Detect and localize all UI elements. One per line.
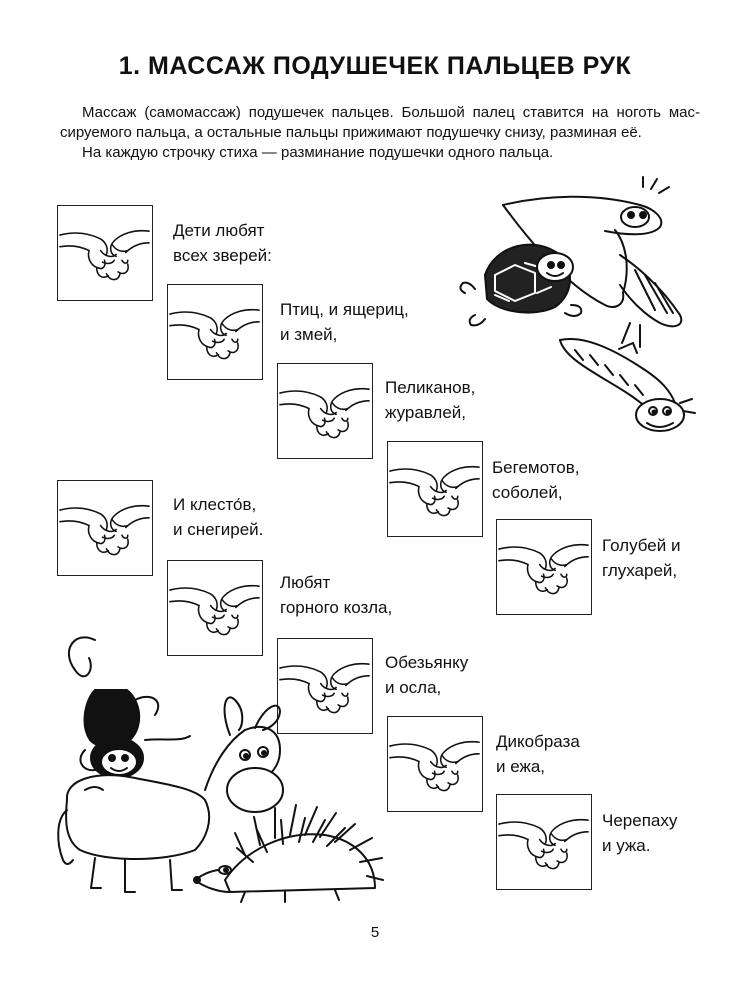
verse-line: журавлей,	[385, 403, 467, 422]
verse-10	[602, 808, 677, 858]
verse-5	[602, 533, 680, 583]
verse-line: глухарей,	[602, 561, 678, 580]
hands-icon	[497, 520, 590, 613]
intro-paragraph-1: Массаж (самомассаж) подушечек пальцев. Большой палец ставится на ноготь мас-сируемого пальца, а остальные пальцы прижимают подушечку снизу, разминая её.	[60, 104, 700, 141]
intro-text	[60, 103, 700, 163]
intro-paragraph-2: На каждую строчку стиха — разминание подушечки одного пальца.	[82, 144, 554, 161]
hands-icon	[168, 285, 261, 378]
hands-icon	[278, 364, 371, 457]
monkey-icon	[69, 637, 190, 778]
verse-1	[173, 218, 272, 268]
verse-line: Обезьянку	[385, 653, 469, 672]
verse-line: и змей,	[280, 325, 338, 344]
hand-illustration-5	[496, 519, 592, 615]
hands-icon	[58, 206, 151, 299]
hand-illustration-4	[387, 441, 483, 537]
verse-2	[280, 297, 409, 347]
verse-line: Бегемотов,	[492, 458, 580, 477]
verse-9	[496, 729, 580, 779]
page-title: 1. МАССАЖ ПОДУШЕЧЕК ПАЛЬЦЕВ РУК	[118, 52, 632, 80]
page-number: 5	[370, 924, 380, 941]
verse-line: и снегирей.	[173, 520, 264, 539]
verse-line: Пеликанов,	[385, 378, 476, 397]
hands-icon	[58, 481, 151, 574]
hand-illustration-3	[277, 363, 373, 459]
hand-illustration-1	[57, 205, 153, 301]
hedgehog-icon	[194, 805, 383, 902]
verse-line: Птиц, и ящериц,	[280, 300, 409, 319]
verse-line: всех зверей:	[173, 246, 272, 265]
lizard-icon	[560, 339, 695, 431]
verse-line: и ежа,	[496, 757, 546, 776]
pelican-turtle-lizard-illustration	[455, 175, 700, 445]
hand-illustration-10	[496, 794, 592, 890]
hands-icon	[497, 795, 590, 888]
verse-line: Любят	[280, 573, 331, 592]
verse-line: и осла,	[385, 678, 442, 697]
hand-illustration-2	[167, 284, 263, 380]
verse-line: соболей,	[492, 483, 563, 502]
hand-illustration-6	[57, 480, 153, 576]
hands-icon	[388, 442, 481, 535]
verse-7	[280, 570, 392, 620]
verse-8	[385, 650, 468, 700]
monkey-donkey-hedgehog-illustration	[55, 630, 385, 910]
verse-line: Голубей и	[602, 536, 681, 555]
verse-line: Черепаху	[602, 811, 678, 830]
verse-line: Дикобраза	[496, 732, 580, 751]
hands-icon	[388, 717, 481, 810]
verse-4	[492, 455, 579, 505]
hand-illustration-9	[387, 716, 483, 812]
verse-line: горного козла,	[280, 598, 393, 617]
verse-6	[173, 492, 263, 542]
verse-line: Дети любят	[173, 221, 265, 240]
verse-line: И клесто́в,	[173, 495, 257, 514]
verse-line: и ужа.	[602, 836, 651, 855]
turtle-icon	[460, 245, 581, 326]
